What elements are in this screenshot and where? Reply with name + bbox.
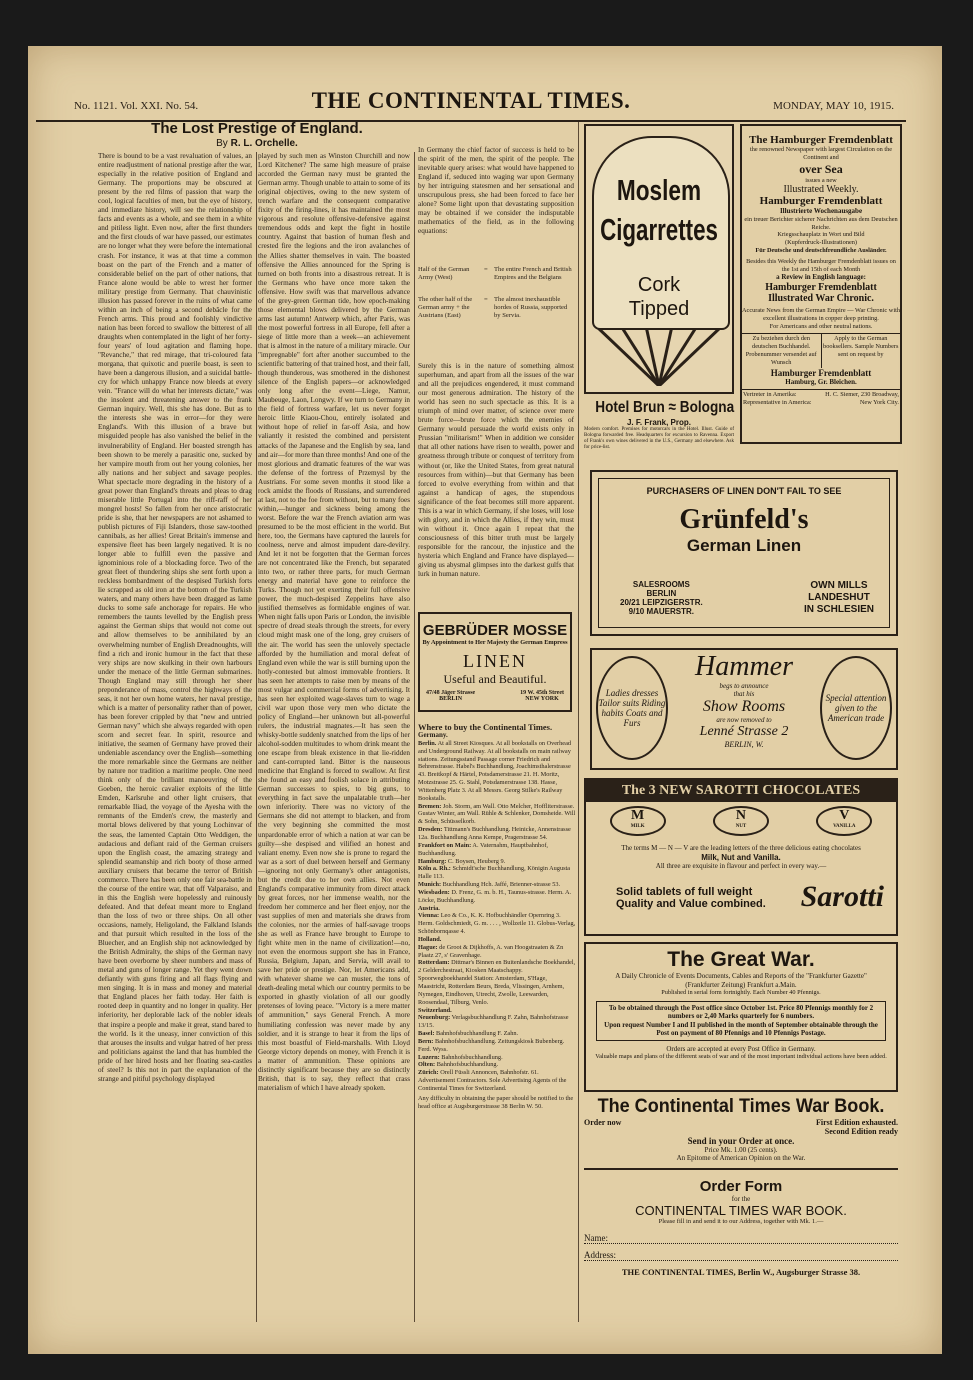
moslem-brand: Moslem xyxy=(616,175,702,207)
mosse-linen: LINEN xyxy=(463,650,527,671)
where-title: Where to buy the Continental Times. xyxy=(418,722,553,732)
hammer-right-oval: Special attention given to the American trade xyxy=(820,656,892,760)
ad-grunfelds-linen: PURCHASERS OF LINEN DON'T FAIL TO SEE Grünfeld's German Linen SALESROOMS BERLIN 20/21 LEIPZIGERSTR. 9/10 MAUERSTR. OWN MILLS LANDESHUT IN SCHLESIEN xyxy=(590,470,898,636)
where-entry: Köln a. Rh.: Schmidt'sche Buchhandlung, Königin Augusta Halle 113. xyxy=(418,865,571,881)
where-entry: Holland. xyxy=(418,935,442,943)
equation-1-right: The entire French and British Empires and the Belgians xyxy=(494,266,572,281)
where-entry: Switzerland. xyxy=(418,1006,452,1014)
where-entry: Frankfort on Main: A. Vaternahm, Hauptbahnhof, Buchhandlung. xyxy=(418,841,549,857)
article-column-1: There is bound to be a vast revaluation of values, an entire readjustment of national prestige after the war, especially in the relative position of England and Germany. The proportions may be obscured at present by the red films of passion that warp the cool, logical faculties of men, but the eye of history, and immediate history, will see the relationship of facts and events as a whole, and see them in a white and pitiless light. Even now, after the first thunders and the first clouds of war have passed, our estimates are no longer what they were before the international crash. For instance, it was at that time a common boast on the part of the French and a matter of considerable belief on the part of other nations, that France alone would be able to wrest her former military prestige from Germany. That chauvinistic illusion has passed forever in the ruins of what came within an inch of being a second debâcle for the French arms. This proud and foolishly vindictive nation has been forced to swallow the bitterest of all draughts when contemplated in the light of her forty-four years' of loud agitation and flaming hope. "Revanche," that red mirage, that tri-coloured fata morgana, that quixotic and puerile boast, is seen to have been a dangerous illusion, and a suicidal battle-cry for which unhappy France now bleeds at every vein. "France will do what her interests dictate," was the insolent and threatening answer to the frank German inquiry. Well, this she has done. But as to the interests she was in error—for they were England's. With this illusion of a brave but misguided people has also vanished the belief in the invulnerability of England. Her boasted strength has been shown to be merely a parasitic one, sucked by her vampire mouth from out her young colonies, her ally nations and her subject and savage peoples. What spectacle more degrading in the history of a great power than England's threats and pleas to drag miserable little Portugal into the riff-raff of her mongrel hosts! So fallen from her once aristocratic pride is she, that her newspapers are not ashamed to publish pictures of Fiji Islanders, those saw-toothed cannibals, as her allies! Great Britain's immense and expensive fleet has been largely negatived. It is no longer able to fulfill even the passive and ignominious role of a blockading force. Two of the great fleet of thundering ships she sent forth upon a reckless bombardment of the despised Turkish forts lie scrapped as old iron at the bottom of the Turkish waters, and many others have been dragged as lame ducks to some safe anchorage for repairs. He who remembers the taunts levelled by the English press against the German ships that would not come out and allow themselves to be annihilated by an overwhelming number of English Dreadnoughts, will find a rich and ironic humour in the fact that these very ships are now skulking in their own harbours under the menace of the little German submarines. Though England may still through her sheer preponderance of mass, control the highways of the seas, it not her own home waters, her naval prestige, which is a matter of personality rather than of power, has been forever crippled by that "new and untried German navy" which she always regarded with open scorn and secret fear. In spirit, resource and initiative, the seamen of Germany have proved their undeniable ascendancy over the English—something the more remarkable since the Germans are neither by nature nor tradition a maritime people. One need think only of the brilliant manoeuvring of the Goeben, the heroic cavalier exploits of the little Emden, Karlsruhe and other light cruisers, that remarkable Iliad, the voyage of the Ayesha with the remnants of the Emden's crew, the masterly and mortal blows delivered by that young Lochinvar of the seas, the lamented Captain Otto Weddigen, the audacious and defiant raid of the German cruisers upon the English coast, the amazing strategy and splendid seamanship and rich booty of those armed auxiliary cruisers that became the terror of British commerce. There has been only one fair sea-battle in the course of the entire war, that off Valparaiso, and in this the English were hopelessly and ruinously defeated. And that defeat meant more to England than the loss of two or three ships. On all other occasions, namely, Heligoland, the Falkland Islands and that pursuit which resulted in the loss of the Bluecher, and an English ship not acknowledged by the British Admiralty, the ships of the German navy have been overborne by sheer numbers and mass of metal and guns of longer range. Yet they went down defiantly with guns firing and all flags flying and men singing. It is in mass and money and material that England places her faith today. Her faith is rooted deep in quantity and no longer in quality. Her inferiority, her deplorable lack of the nobler ideals that inspire a people and make it great, stand bared to the world. Is it the uneasy, inner conviction of this that arouses the insults and vulgar hatred of her press and politicians against the land that has humbled the pride of her hired hosts and her floating sea-castles of steel? Is this not in part the explanation of the strange and pitiful psychology displayed xyxy=(98,152,252,1083)
grunfeld-name: Grünfeld's xyxy=(679,504,809,535)
where-entry: Austria. xyxy=(418,904,440,912)
where-entry: Neuenburg: Verlagsbuchhandlung F. Zahn, Bahnhofstrasse 13/15. xyxy=(418,1014,569,1030)
mosse-appointment: By Appointment to Her Majesty the German Empress xyxy=(422,639,568,646)
where-to-buy: Where to buy the Continental Times. Germany. Berlin. At all Street Kiosques. At all bookstalls on Overhead and Underground Railway. At all bookstalls on main railway stations. Zeitungsstand Passage corner Friedrich and Behrenstrasse. Habel's Buchhandlung, Joachimsthalerstrasse 43. Breitkopf & Härtel, Potsdamerstrasse 21. H. Moritz, Motzstrasse 25. G. Stahl, Potsdamerstrasse 138. Hasse, Wittenberg Platz 3. At all Messrs. Georg Stilke's Railway Bookstalls. Bremen: Joh. Storm, am Wall. Otto Melcher, Hoffliterstrasse. Gustav Winter, am Wall. Rühle & Schlenker, Domsheide. Will & Sohn, Schüsselkorb. Dresden: Tittmann's Buchhandlung. Heinicke, Annenstrasse 12a. Buchhandlung Anna Kempe, Pragerstrasse 54. Frankfort on Main: A. Vaternahm, Hauptbahnhof, Buchhandlung. Hamburg: C. Boysen, Heuberg 9. Köln a. Rh.: Schmidt'sche Buchhandlung, Königin Augusta Halle 113. Munich: Buchhandlung Hch. Jaffé, Brienner-strasse 53. Wiesbaden: D. Frenz, G. m. b. H., Taunus-strasse. Herm. A. Löcke, Buchhandlung. Austria. Vienna: Leo & Co., K. K. Hofbuchhändler Opernring 3. Herm. Goldschmiedt, G. m. . . . , Wollzeile 11. Globus-Verlag, Schönbornqasse 4. Holland. Hague: de Groot & Dijkhoffs, A. van Hoogstraaten & Zn Plaatz 27, s' Gravenhage. Rotterdam: Dittmar's Binnen en Buitenlandsche Boekhandel, 2 Gelderchestraat, Kiosken Maatschappy. Spoorwegboekhandel Station: Amsterdam, S'Hage, Maastricht, Rotterdam Beurs, Breda, Vlissingen, Arnhem, Nymegen, Eindhoven, Utrecht, Zwolle, Leewarden, Roosendaal, Tilburg, Venlo. Switzerland. Neuenburg: Verlagsbuchhandlung F. Zahn, Bahnhofstrasse 13/15. Basel: Bahnhofsbuchhandlung F. Zahn. Bern: Bahnhofsbuchhandlung. Zeitungskiosk Bubenberg. Ferd. Wyss. Luzern: Bahnhofsbuchhandlung. Olten: Bahnhofsbuchhandlung. Zürich: Orell Füssli Annoncen, Bahnhofstr. 61. Advertisement Contractors. Sole Advertising Agents of the Continental Times for Switzerland. Any difficulty in obtaining the paper should be notified to the head office at Augsburgerstrasse 38 Berlin W. 50. xyxy=(418,722,576,1110)
ad-gebruder-mosse: GEBRÜDER MOSSE By Appointment to Her Majesty the German Empress LINEN Useful and Beautiful. 47/48 Jäger Strasse BERLIN 19 W. 45th Street NEW YORK xyxy=(418,612,572,712)
equation-2-left: The other half of the German army + the Austrians (East) xyxy=(418,296,473,319)
where-entry: Vienna: Leo & Co., K. K. Hofbuchhändler Opernring 3. Herm. Goldschmiedt, G. m. . . . , Wollzeile 11. Globus-Verlag, Schönbornqasse 4. xyxy=(418,912,576,936)
hammer-name: Hammer xyxy=(695,651,793,682)
ad-sarotti-chocolates: The 3 NEW SAROTTI CHOCOLATES M MILK N NUT V VANILLA The terms M — N — V are the leading letters of the three delicious eating chocolates Milk, Nut and Vanilla. All three are exquisite in flavour and perfect in every way.— Solid tablets of full weight Quality and Value combined. Sarotti xyxy=(584,778,898,936)
ad-moslem-cigarettes xyxy=(584,124,734,394)
where-entry: Munich: Buchhandlung Hch. Jaffé, Brienner-strasse 53. xyxy=(418,881,561,889)
hotel-proprietor: J. F. Frank, Prop. xyxy=(626,418,691,427)
equation-2-right: The almost inexhaustible hordes of Russia, supported by Servia. xyxy=(494,296,568,319)
where-entry: Berlin. At all Street Kiosques. At all bookstalls on Overhead and Underground Railway. At all bookstalls on main railway stations. Zeitungsstand Passage corner Friedrich and Behrenstrasse. Habel's Buchhandlung, Joachimsthalerstrasse 43. Breitkopf & Härtel, Potsdamerstrasse 21. H. Moritz, Motzstrasse 25. G. Stahl, Potsdamerstrasse 138. Hasse, Wittenberg Platz 3. At all Messrs. Georg Stilke's Railway Bookstalls. xyxy=(418,739,572,802)
sarotti-title: The 3 NEW SAROTTI CHOCOLATES xyxy=(586,780,896,802)
where-entry: Basel: Bahnhofsbuchhandlung F. Zahn. xyxy=(418,1030,519,1038)
article-column-3b: Surely this is in the nature of something almost superhuman, and apart from all the issues of the war and all the prejudices engendered, it must command our most generous admiration. The history of the world has seen no such spectacle as this. It is a triumph of mind over matter, of science over mere brute force—brute force which the enemies of Germany would persuade the world exists only in Prussian "militarism!" When in addition we consider that all other nations have risen to wealth, power and greatness through tribute or conquest of territory from without (or, like the United States, from great natural resources from within)—but that Germany has been forced to evolve everything from within and that against a handicap of ages, the stupendous significance of the feat becomes still more apparent. This is a war in which Germany, if she loses, will lose with glory, and in which the Allies, if they win, must win without it. Once again I repeat that the consciousness of this bitter truth must be largely responsible for the rancour, the injustice and the hysteria which England and France have displayed—giving us abysmal glimpses into the darkest gulfs that lurk in human nature. xyxy=(418,362,574,579)
column-rule xyxy=(414,152,415,1322)
where-entry: Bremen: Joh. Storm, am Wall. Otto Melcher, Hoffliterstrasse. Gustav Winter, am Wall. Rühle & Schlenker, Domsheide. Will & Sohn, Schüsselkorb. xyxy=(418,802,576,826)
article-column-2: played by such men as Winston Churchill and now Lord Kitchener? The same high measure of praise accorded the German navy must be granted the German army. Though unable to attain to some of its original objectives, owing to the new system of trench warfare and the consequent comparative fixity of the firing-lines, it has maintained the most vigorous and resolute offensive-defensive against tremendous odds and kept the fight in hostile country. Against that bastion of human flesh and crested fire the legions and the iron avalanches of the Allies shatter themselves in vain. The boasted offensive the Allies announced for the Spring is turned on both fronts into a disastrous retreat. It is the Germans who have once more taken the offensive. How swift was that marvellous advance of the grey-green German tide, how epoch-making those elemental blows delivered by the German arms last autumn! Antwerp which, after Paris, was the most powerful fortress in all Europe, fell after a siege of little more than a week—an achievement that is almost in the nature of a military miracle. Our "impregnable" fort after another succumbed to the scientific battering of that trained host, and their fall, though thunderous, was smothered in the dishonest silence of the English papers—or acknowledged only long after the event—Liege, Namur, Maubeuge, Laon, Longwy. If we turn to Germany in the field of fortress warfare, let us never forget heroic little Kiaou-Chou, entirely isolated and without hope of relief in far-off Asia, and how valiantly it resisted the combined and persistent attacks of the Japanese and the English by sea, land and air—for more than three months! And one of the most glorious and dramatic features of the war was the defense of the fortress of Przemysl by the Austrians. For some seven months it stood like a rock amidst the floods of Russians, and surrendered at last, not to the foe from without, but to many foes within,—hunger and sickness being among the worst. Before the war the French aviation arm was presumed to be the most efficient in the world. But here, too, the Germans have captured the laurels for coolness, nerve and almost impudent dare-devilry. And let it not be forgotten that the German forces are not concentrated like the French, but separated into two, or rather three parts, for much German energy and material have gone to reinforce the Turks. Though not yet exerting their full offensive power, the much-despised Zeppelins have also justified themselves as formidable engines of war. When night falls upon Paris or London, the invisible spectre of dread steals through the streets, for every cloud might mask one of the long, grey cruisers of the air. The world has seen the unlovely spectacle afforded by the humiliation and moral defeat of England even while the war is still burning upon the hotly-contested but almost immovable frontiers. It has seen her attempts to raise men by means of the most vulgar and commercial forms of advertising. It has seen her exploited wage-slaves turn to wage a civil war upon those very men who dictate the policy of England—her unknown but all-powerful rulers, the industrial magnates.—It has seen the whisky-bottle suddenly snatched from the lips of her alcohol-sodden multitudes to whom drink meant the one escape from bleak existence in that lie-ridden and cant-corrupted land. Bitter is the nauseous medicine that England is forced to swallow. At first she found an easy and foolish solace in attributing German successes to spies, to big guns, to everything in fact save the unpalatable truth—her own inferiority. There was no victory of the Germans she did not attempt to blacken, and from the very beginning she committed the most unpardonable error of which a nation at war can be guilty—she despised and vilified an honest and valiant enemy. Even now she is prone to regard the war as a sort of duel between herself and Germany—ignoring not only Germany's other antagonists, but the credit due to her own allies. Not even England's comparative immunity from direct attack by great forces, nor her immense wealth, nor the freedom her commerce and her fleet enjoy, nor the vast supplies of men and materials she draws from the colonies, nor the armies of half-savage troops she as well as France have brought to Europe to fight white men in the name of civilization!—no, not even the enormous support she has in France, Russia, Belgium, Japan, and Servia, will avail to save her pride or prestige. Nor, let Americans add, with whatever shame we can muster, the tons of death-dealing metal which our country permits to be exported in ghastly violation of all our goodly pretenses of loving peace. "Victory is a mere matter of ammunition," says General French. A more humiliating confession was never made by any soldier, and it is strange to hear it from the lips of this most boastful of Field-marshalls. With Lloyd George victory depends on money, with French it is a matter of ammunition. These opinions are distinctly significant because they are so distinctly British, that is to say, they reflect that crass materialism of which I have already spoken. xyxy=(258,152,410,1092)
ad-hotel-brun xyxy=(584,398,734,464)
issue-number: No. 1121. Vol. XXI. No. 54. xyxy=(74,100,199,112)
hammer-left-oval: Ladies dresses Tailor suits Riding habits Coats and Furs xyxy=(596,656,668,760)
issue-date: MONDAY, MAY 10, 1915. xyxy=(773,100,894,112)
article-byline: By R. L. Orchelle. xyxy=(216,138,298,149)
column-rule xyxy=(578,122,579,1322)
ad-hammer: Ladies dresses Tailor suits Riding habits Coats and Furs Special attention given to the American trade Hammer begs to announce that his Show Rooms are now removed to Lenné Strasse 2 BERLIN, W. xyxy=(590,648,898,770)
where-entry: Bern: Bahnhofsbuchhandlung. Zeitungskiosk Bubenberg. Ferd. Wyss. xyxy=(418,1037,565,1053)
newspaper-title: THE CONTINENTAL TIMES. xyxy=(311,88,631,113)
where-entry: Hague: de Groot & Dijkhoffs, A. van Hoogstraaten & Zn Plaatz 27, s' Gravenhage. xyxy=(418,943,564,959)
where-entry: Rotterdam: Dittmar's Binnen en Buitenlandsche Boekhandel, 2 Gelderchestraat, Kiosken Maatschappy. Spoorwegboekhandel Station: Amsterdam, S'Hage, Maastricht, Rotterdam Beurs, Breda, Vlissingen, Arnhem, Nymegen, Eindhoven, Utrecht, Zwolle, Leewarden, Roosendaal, Tilburg, Venlo. xyxy=(418,959,576,1006)
ad-war-book: The Continental Times War Book. Order now First Edition exhausted. Second Edition ready Send in your Order at once. Price Mk. 1.00 (25 cents). An Epitome of American Opinion on the War. Order Form for the CONTINENTAL TIMES WAR BOOK. Please fill in and send it to our Address, together with Mk. 1.— Name: Address: THE CONTINENTAL TIMES, Berlin W., Augsburger Strasse 38. xyxy=(584,1096,898,1277)
masthead xyxy=(36,86,906,122)
order-name-field: Name: xyxy=(584,1233,898,1244)
where-entry: Luzern: Bahnhofsbuchhandlung. xyxy=(418,1053,503,1061)
equation-1-left: Half of the German Army (West) xyxy=(418,266,470,281)
sarotti-logo: Sarotti xyxy=(800,880,884,913)
where-entry: Zürich: Orell Füssli Annoncen, Bahnhofstr. 61. Advertisement Contractors. Sole Advertising Agents of the Continental Times for Switzerland. xyxy=(418,1069,567,1092)
where-footnote: Any difficulty in obtaining the paper should be notified to the head office at Augsburgerstrasse 38 Berlin W. 50. xyxy=(418,1094,574,1110)
order-address-field: Address: xyxy=(584,1250,898,1261)
ad-hamburger-fremdenblatt: The Hamburger Fremdenblatt the renowned Newspaper with largest Circulation on the Continent and over Sea issues a new Illustrated Weekly. Hamburger Fremdenblatt Illustrierte Wochenausgabe ein treuer Berichter sicherer Nachrichten aus dem Deutschen Reiche. Kriegsschauplatz in Wort und Bild (Kupferdruck-Illustrationen) Für Deutsche und deutschfreundliche Ausländer. Besides this Weekly the Hamburger Fremdenblatt issues on the 1st and 15th of each Month a Review in English language: Hamburger Fremdenblatt Illustrated War Chronic. Accurate News from the German Empire — War Chronic with excellent illustrations in copper deep printing. For Americans and other neutral nations. Zu beziehen durch den deutschen Buchhandel. Probenummer versendet auf Wunsch Apply to the German booksellers. Sample Numbers sent on request by Hamburger Fremdenblatt Hamburg, Gr. Bleichen. Vertreter in Amerika: Representative in America: H. C. Siemer, 230 Broadway, New York City. xyxy=(740,124,902,444)
equations: Half of the German Army (West) = The entire French and British Empires and the Belgians The other half of the German army + the Austrians (East) = The almost inexhaustible hordes of Russia, supported by Servia. xyxy=(418,266,574,326)
where-entry: Dresden: Tittmann's Buchhandlung. Heinicke, Annenstrasse 12a. Buchhandlung Anna Kempe, Pragerstrasse 54. xyxy=(418,826,571,841)
mosse-name: GEBRÜDER MOSSE xyxy=(422,622,568,639)
where-entry: Olten: Bahnhofsbuchhandlung. xyxy=(418,1061,499,1069)
column-rule xyxy=(256,152,257,1322)
where-entry: Wiesbaden: D. Frenz, G. m. b. H., Taunus-strasse. Herm. A. Löcke, Buchhandlung. xyxy=(418,888,572,904)
article-headline: The Lost Prestige of England. xyxy=(151,120,363,137)
ad-great-war: The Great War. A Daily Chronicle of Events Documents, Cables and Reports of the "Frankfurter Gazette" (Frankfurter Zeitung) Frankfurt a.Main. Published in serial form fortnightly. Each Number 40 Pfennigs. To be obtained through the Post office since October 1st. Price 80 Pfennigs monthly for 2 numbers or 2,40 Marks quarterly for 6 numbers. Upon request Number I and II published in the month of September obtainable through the Post on payment of 80 Pfennigs and 10 Pfennigs Postage. Orders are accepted at every Post Office in Germany. Valuable maps and plans of the different seats of war and of the most important individual actions have been added. xyxy=(584,942,898,1092)
moslem-product: Cigarrettes xyxy=(600,212,718,247)
moslem-tipped: Tipped xyxy=(628,298,690,320)
hotel-name: Hotel Brun ≈ Bologna xyxy=(595,399,735,416)
where-entry: Hamburg: C. Boysen, Heuberg 9. xyxy=(418,857,506,865)
moslem-cork: Cork xyxy=(637,274,681,296)
article-column-3: In Germany the chief factor of success is held to be the spirit of the men, the spirit of the people. The inevitable query arises: what would have happened to England if, seduced into waging war upon Germany by her intriguing statesmen and her sensational and unscrupulous press, she had been forced to face her alone? Some light upon that devastating supposition may be obtained if we consider the indisputable mathematics of the field, as in the following equations: xyxy=(418,146,574,236)
mosse-tagline: Useful and Beautiful. xyxy=(443,671,547,686)
sunburst-icon xyxy=(586,326,732,386)
hotel-text: Modern comfort. Premises for motorcars in the Hotel. Illust. Guide of Bologna forwarded free. Headquarters for excursion to Ravenna. Export of Frank's own wines delivered in the U.S., Germany and elsewhere. Ask for price-list. xyxy=(584,427,734,450)
